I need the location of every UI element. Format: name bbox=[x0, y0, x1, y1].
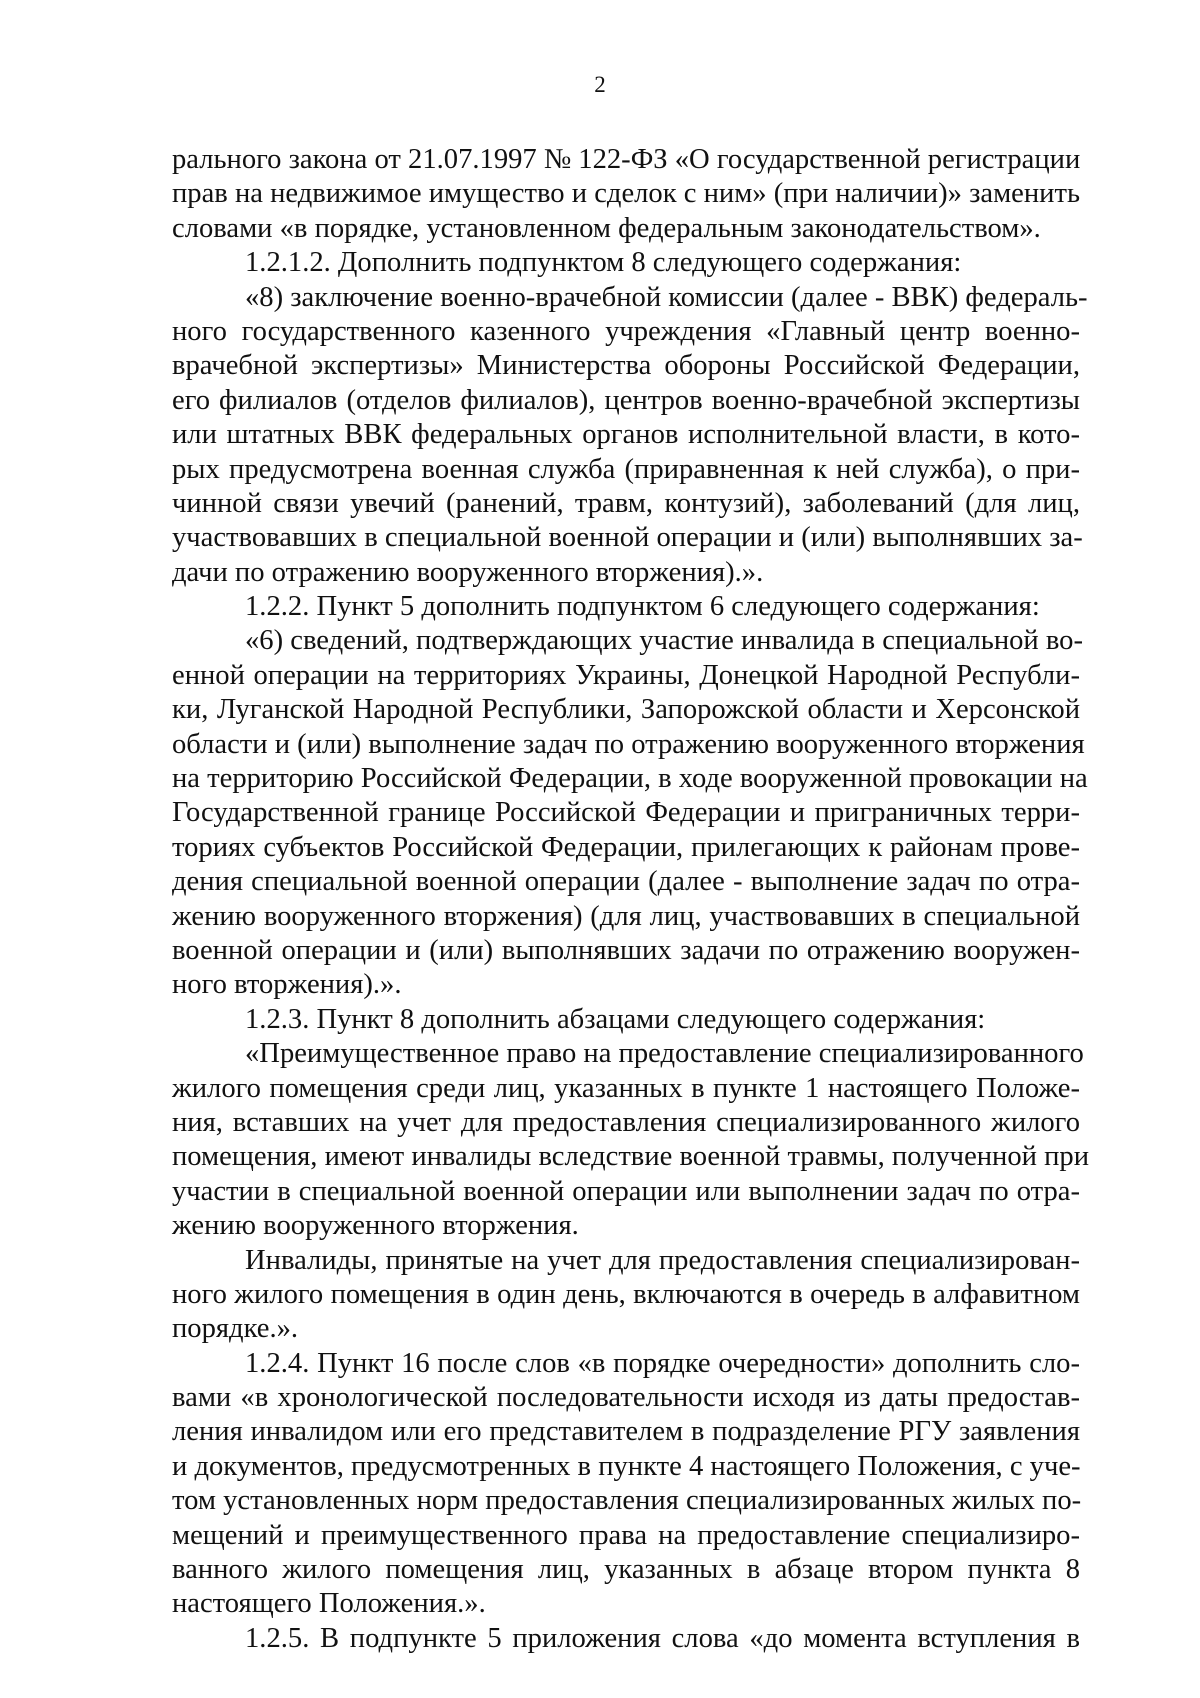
text-line: участии в специальной военной операции или выполнении задач по отра- bbox=[172, 1175, 1080, 1207]
text-line: помещения, имеют инвалиды вследствие военной травмы, полученной при bbox=[172, 1141, 1090, 1173]
text-line: том установленных норм предоставления специализированных жилых по- bbox=[172, 1485, 1082, 1517]
text-line: «Преимущественное право на предоставление специализированного bbox=[245, 1038, 1084, 1070]
text-line: на территорию Российской Федерации, в ходе вооруженной провокации на bbox=[172, 763, 1088, 795]
text-line: порядке.». bbox=[172, 1313, 299, 1345]
text-line: енной операции на территориях Украины, Донецкой Народной Республи- bbox=[172, 659, 1080, 691]
text-line: мещений и преимущественного права на предоставление специализиро- bbox=[172, 1519, 1080, 1551]
document-body bbox=[172, 143, 1090, 1656]
text-line: прав на недвижимое имущество и сделок с ним» (при наличии)» заменить bbox=[172, 178, 1080, 210]
text-line: 1.2.2. Пункт 5 дополнить подпунктом 6 следующего содержания: bbox=[245, 591, 1040, 623]
text-line: 1.2.1.2. Дополнить подпунктом 8 следующего содержания: bbox=[245, 247, 962, 279]
text-line: Инвалиды, принятые на учет для предоставления специализирован- bbox=[245, 1244, 1080, 1276]
text-line: и документов, предусмотренных в пункте 4 настоящего Положения, с уче- bbox=[172, 1450, 1081, 1482]
text-line: врачебной экспертизы» Министерства обороны Российской Федерации, bbox=[172, 350, 1080, 382]
text-line: 1.2.4. Пункт 16 после слов «в порядке очередности» дополнить сло- bbox=[245, 1347, 1080, 1379]
text-line: «6) сведений, подтверждающих участие инвалида в специальной во- bbox=[245, 625, 1084, 657]
text-line: области и (или) выполнение задач по отражению вооруженного вторжения bbox=[172, 728, 1085, 760]
text-line: ториях субъектов Российской Федерации, прилегающих к районам прове- bbox=[172, 831, 1080, 863]
text-line: ния, вставших на учет для предоставления специализированного жилого bbox=[172, 1106, 1080, 1138]
text-line: рального закона от 21.07.1997 № 122-ФЗ «О государственной регистрации bbox=[172, 144, 1081, 175]
text-line: чинной связи увечий (ранений, травм, контузий), заболеваний (для лиц, bbox=[172, 487, 1080, 519]
text-line: рых предусмотрена военная служба (приравненная к ней служба), о при- bbox=[172, 453, 1080, 485]
text-line: 1.2.3. Пункт 8 дополнить абзацами следующего содержания: bbox=[245, 1003, 986, 1035]
text-line: или штатных ВВК федеральных органов исполнительной власти, в кото- bbox=[172, 419, 1080, 451]
page-number: 2 bbox=[594, 72, 606, 97]
text-line: дачи по отражению вооруженного вторжения).». bbox=[172, 556, 764, 588]
text-line: жению вооруженного вторжения) (для лиц, участвовавших в специальной bbox=[172, 900, 1080, 932]
text-line: его филиалов (отделов филиалов), центров военно-врачебной экспертизы bbox=[172, 384, 1080, 416]
text-line: ного государственного казенного учреждения «Главный центр военно- bbox=[172, 315, 1080, 347]
text-line: жению вооруженного вторжения. bbox=[172, 1210, 579, 1242]
text-line: ного вторжения).». bbox=[172, 969, 402, 1001]
text-line: ки, Луганской Народной Республики, Запорожской области и Херсонской bbox=[172, 694, 1080, 726]
text-line: «8) заключение военно-врачебной комиссии (далее - ВВК) федераль- bbox=[245, 281, 1088, 313]
text-line: 1.2.5. В подпункте 5 приложения слова «до момента вступления в bbox=[245, 1622, 1080, 1654]
text-line: жилого помещения среди лиц, указанных в пункте 1 настоящего Положе- bbox=[172, 1072, 1080, 1104]
text-line: дения специальной военной операции (далее - выполнение задач по отра- bbox=[172, 866, 1080, 898]
text-line: вами «в хронологической последовательности исходя из даты предостав- bbox=[172, 1382, 1080, 1414]
text-line: ванного жилого помещения лиц, указанных в абзаце втором пункта 8 bbox=[172, 1554, 1080, 1586]
text-line: ного жилого помещения в один день, включаются в очередь в алфавитном bbox=[172, 1278, 1080, 1310]
text-line: словами «в порядке, установленном федеральным законодательством». bbox=[172, 212, 1041, 244]
text-line: участвовавших в специальной военной операции и (или) выполнявших за- bbox=[172, 522, 1083, 554]
text-line: настоящего Положения.». bbox=[172, 1588, 486, 1620]
text-line: военной операции и (или) выполнявших задачи по отражению вооружен- bbox=[172, 934, 1080, 966]
text-line: Государственной границе Российской Федерации и приграничных терри- bbox=[172, 797, 1080, 829]
text-line: ления инвалидом или его представителем в подразделение РГУ заявления bbox=[172, 1416, 1080, 1448]
